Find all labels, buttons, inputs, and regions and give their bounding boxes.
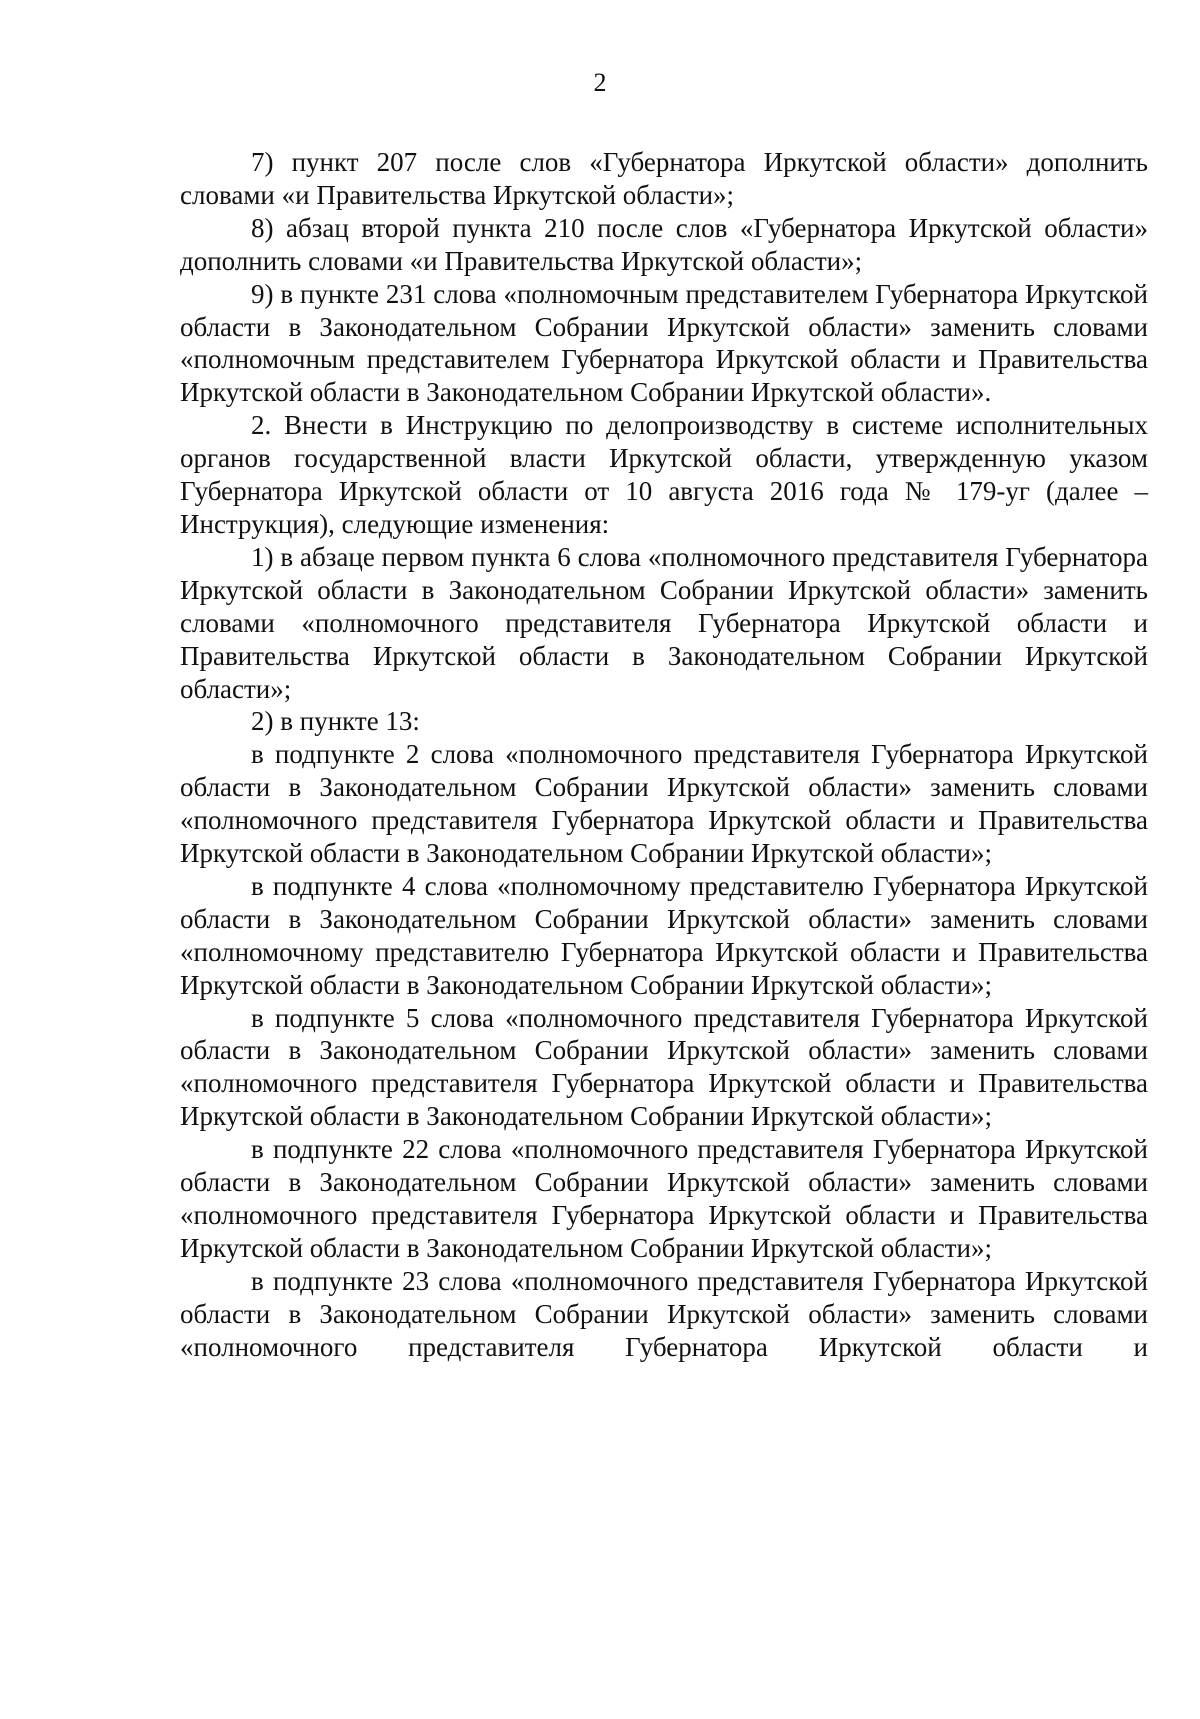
paragraph-section-2: 2. Внести в Инструкцию по делопроизводству в системе исполнительных органов государственной власти Иркутской области, утвержденную указом Губернатора Иркутской области от 10 августа 2016 года № 179-уг (далее – Инструкция), следующие изменения: [180,410,1148,539]
page-number: 2 [593,68,607,97]
paragraph-subitem-22: в подпункте 22 слова «полномочного представителя Губернатора Иркутской области в Законодательном Собрании Иркутской области» заменить словами «полномочного представителя Губернатора Иркутской области и Правительства Иркутской области в Законодательном Собрании Иркутской области»; [180,1134,1148,1263]
paragraph-subitem-4: в подпункте 4 слова «полномочному представителю Губернатора Иркутской области в Законодательном Собрании Иркутской области» заменить словами «полномочному представителю Губернатора Иркутской области и Правительства Иркутской области в Законодательном Собрании Иркутской области»; [180,870,1148,1000]
paragraph-item-9: 9) в пункте 231 слова «полномочным представителем Губернатора Иркутской области в Законодательном Собрании Иркутской области» заменить словами «полномочным представителем Губернатора Иркутской области и Правительства Иркутской области в Законодательном Собрании Иркутской области». [180,278,1148,408]
paragraph-item-1: 1) в абзаце первом пункта 6 слова «полномочного представителя Губернатора Иркутской области в Законодательном Собрании Иркутской области» заменить словами «полномочного представителя Губернатора Иркутской области и Правительства Иркутской области в Законодательном Собрании Иркутской области»; [180,541,1148,704]
paragraph-item-2: 2) в пункте 13: [251,706,420,737]
paragraph-item-7: 7) пункт 207 после слов «Губернатора Иркутской области» дополнить словами «и Правительства Иркутской области»; [180,147,1148,210]
paragraph-subitem-23: в подпункте 23 слова «полномочного представителя Губернатора Иркутской области в Законодательном Собрании Иркутской области» заменить словами «полномочного представителя Губернатора Иркутской области и [180,1265,1148,1362]
paragraph-item-8: 8) абзац второй пункта 210 после слов «Губернатора Иркутской области» дополнить словами «и Правительства Иркутской области»; [180,212,1148,276]
paragraph-subitem-2: в подпункте 2 слова «полномочного представителя Губернатора Иркутской области в Законодательном Собрании Иркутской области» заменить словами «полномочного представителя Губернатора Иркутской области и Правительства Иркутской области в Законодательном Собрании Иркутской области»; [180,739,1148,869]
paragraph-subitem-5: в подпункте 5 слова «полномочного представителя Губернатора Иркутской области в Законодательном Собрании Иркутской области» заменить словами «полномочного представителя Губернатора Иркутской области и Правительства Иркутской области в Законодательном Собрании Иркутской области»; [180,1002,1148,1132]
document-body [180,146,1148,1364]
